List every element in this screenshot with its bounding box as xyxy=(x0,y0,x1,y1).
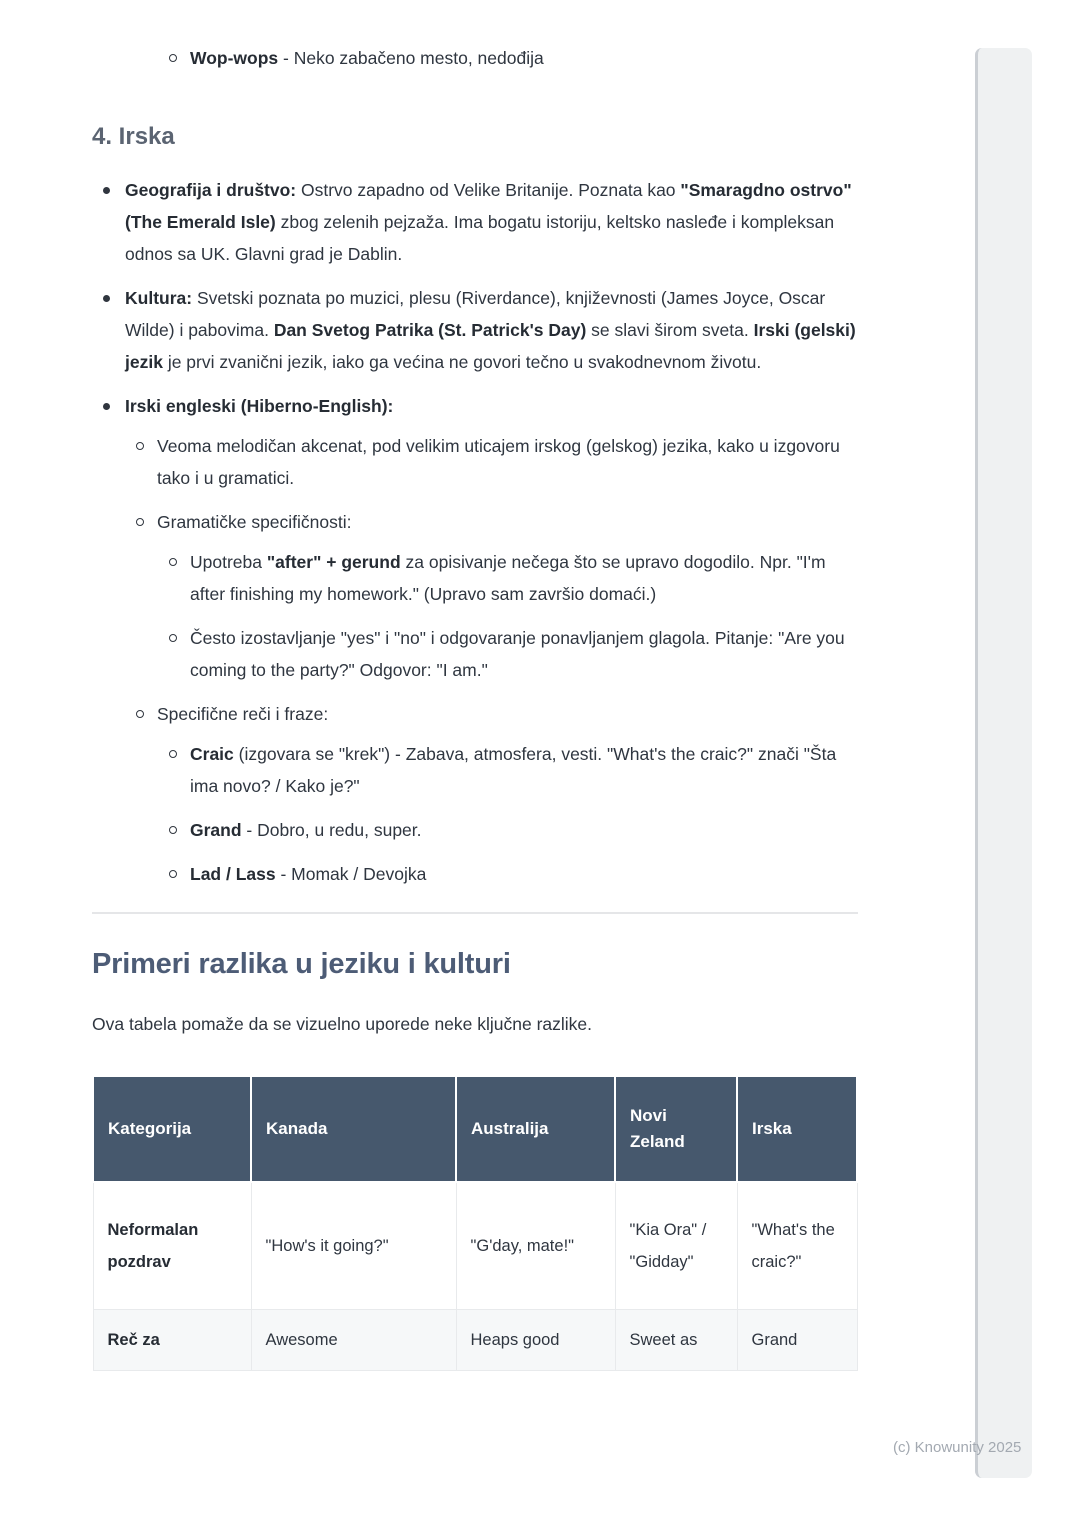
column-header: Australija xyxy=(456,1076,615,1182)
bullet-item: Lad / Lass - Momak / Devojka xyxy=(157,858,858,890)
comparison-table xyxy=(92,1075,858,1371)
section-heading-irska: 4. Irska xyxy=(92,123,175,150)
bullet-item: Gramatičke specifičnosti: Upotreba "after" + gerund za opisivanje nečega što se upravo dogodilo. Npr. "I'm after finishing my homework." (Upravo sam završio domaći.) Često izostavljanje "yes" i "no" i odgovaranje ponavljanjem glagola. Pitanje: "Are you coming to the party?" Odgovor: "I am." xyxy=(125,506,858,686)
bullet-item: Često izostavljanje "yes" i "no" i odgovaranje ponavljanjem glagola. Pitanje: "Are you coming to the party?" Odgovor: "I am." xyxy=(157,622,858,686)
section-divider xyxy=(92,912,858,914)
bullet-item: Irski engleski (Hiberno-English): Veoma melodičan akcenat, pod velikim uticajem irskog (gelskog) jezika, kako u izgovoru tako i u gramatici. Gramatičke specifičnosti: Upotreba "after" + gerund za opisivanje nečega što se upravo dogodilo. Npr. "I'm after finishing my homework." (Upravo sam završio domaći.) Često izostavljanje "yes" i "no" i odgovaranje ponavljanjem glagola. Pitanje: "Are you coming to the party?" Odgovor: "I am." Specifične reči i fraze: Craic (izgovara se "krek") - Zabava, atmosfera, vesti. "What's the craic?" znači "Šta ima novo? / Kako je?" Grand - Dobro, u redu, super. Lad / Lass - Momak / Devojka xyxy=(92,390,858,890)
column-header: Novi Zeland xyxy=(615,1076,737,1182)
table-cell: Sweet as xyxy=(615,1310,737,1371)
table-row xyxy=(93,1310,857,1371)
comparison-heading: Primeri razlika u jeziku i kulturi xyxy=(92,948,511,980)
column-header: Irska xyxy=(737,1076,857,1182)
column-header: Kanada xyxy=(251,1076,456,1182)
bullet-list-leftover xyxy=(92,42,858,74)
table-header-row xyxy=(93,1076,857,1182)
table-row xyxy=(93,1182,857,1310)
table-cell: "G'day, mate!" xyxy=(456,1182,615,1310)
table-cell: "Kia Ora" / "Gidday" xyxy=(615,1182,737,1310)
bullet-item: Kultura: Svetski poznata po muzici, plesu (Riverdance), književnosti (James Joyce, Oscar Wilde) i pabovima. Dan Svetog Patrika (St. Patrick's Day) se slavi širom sveta. Irski (gelski) jezik je prvi zvanični jezik, iako ga većina ne govori tečno u svakodnevnom životu. xyxy=(92,282,858,378)
table-cell: Awesome xyxy=(251,1310,456,1371)
scrollbar-thumb[interactable] xyxy=(975,48,1032,1478)
bullet-item: Upotreba "after" + gerund za opisivanje nečega što se upravo dogodilo. Npr. "I'm after finishing my homework." (Upravo sam završio domaći.) xyxy=(157,546,858,610)
row-category: Neformalan pozdrav xyxy=(93,1182,251,1310)
watermark: (c) Knowunity 2025 xyxy=(893,1439,1022,1456)
bullet-item: Veoma melodičan akcenat, pod velikim uticajem irskog (gelskog) jezika, kako u izgovoru tako i u gramatici. xyxy=(125,430,858,494)
bullet-item: Grand - Dobro, u redu, super. xyxy=(157,814,858,846)
document-content xyxy=(92,42,858,1371)
column-header: Kategorija xyxy=(93,1076,251,1182)
bullet-item: Geografija i društvo: Ostrvo zapadno od Velike Britanije. Poznata kao "Smaragdno ostrvo" (The Emerald Isle) zbog zelenih pejzaža. Ima bogatu istoriju, keltsko nasleđe i kompleksan odnos sa UK. Glavni grad je Dablin. xyxy=(92,174,858,270)
bullet-item: Wop-wops - Neko zabačeno mesto, nedođija xyxy=(92,42,858,74)
bullet-list-irska xyxy=(92,174,858,890)
table-cell: "How's it going?" xyxy=(251,1182,456,1310)
comparison-intro: Ova tabela pomaže da se vizuelno uporede neke ključne razlike. xyxy=(92,1014,593,1034)
bullet-sublist xyxy=(125,430,858,890)
bullet-sublist xyxy=(157,738,858,890)
table-cell: Grand xyxy=(737,1310,857,1371)
bullet-item: Specifične reči i fraze: Craic (izgovara se "krek") - Zabava, atmosfera, vesti. "What's the craic?" znači "Šta ima novo? / Kako je?" Grand - Dobro, u redu, super. Lad / Lass - Momak / Devojka xyxy=(125,698,858,890)
table-cell: Heaps good xyxy=(456,1310,615,1371)
table-cell: "What's the craic?" xyxy=(737,1182,857,1310)
bullet-sublist xyxy=(157,546,858,686)
row-category: Reč za xyxy=(93,1310,251,1371)
bullet-item: Craic (izgovara se "krek") - Zabava, atmosfera, vesti. "What's the craic?" znači "Šta ima novo? / Kako je?" xyxy=(157,738,858,802)
